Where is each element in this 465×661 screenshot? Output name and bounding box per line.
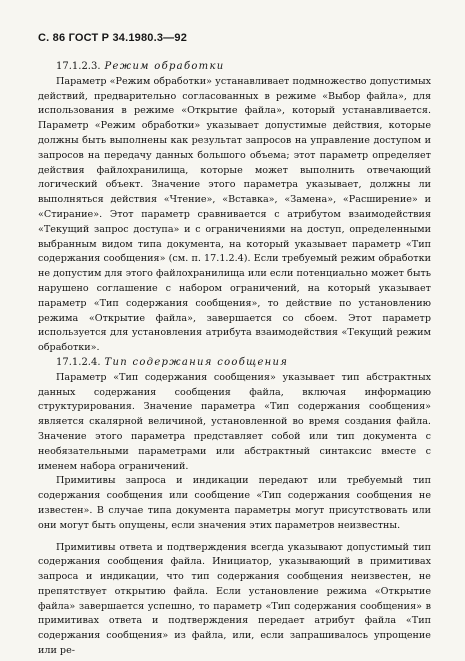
paragraph-gap [38,534,431,541]
section-heading-17-1-2-3 [56,60,431,75]
section-number: 17.1.2.3. [56,61,101,72]
page-number: С. 86 [38,32,66,44]
paragraph: Примитивы запроса и индикации передают или требуемый тип содержания сообщения или сообщение «Тип содержания сообщения не известен». В случае типа документа параметры могут присутствовать или они могут быть опущены, если значения этих параметров неизвестны. [38,475,431,531]
paragraph: Параметр «Тип содержания сообщения» указывает тип абстрактных данных содержания сообщения файла, включая информацию структурирования. Значение параметра «Тип содержания сообщения» является скалярной величиной, установленной во время создания файла. Значение этого параметра представляет собой или тип документа с необязательными параметрами или абстрактный синтаксис вместе с именем набора ограничений. [38,371,431,472]
page-header [38,32,431,44]
section-title: Режим обработки [104,61,225,72]
section-title: Тип содержания сообщения [104,356,289,368]
section-number: 17.1.2.4. [56,356,101,368]
standard-designation: ГОСТ Р 34.1980.3—92 [68,32,188,44]
paragraph: Примитивы ответа и подтверждения всегда указывают допустимый тип содержания сообщения файла. Инициатор, указывающий в примитивах запроса и индикации, что тип содержания сообщения неизвестен, не препятствует открытию файла. Если установление режима «Открытие файла» завершается успешно, то параметр «Тип содержания сообщения» в примитивах ответа и подтверждения передает атрибут файла «Тип содержания сообщения» из файла, или, если запрашивалось упрощение или ре- [38,541,431,657]
section-heading-17-1-2-4 [56,356,431,371]
paragraph: Параметр «Режим обработки» устанавливает подмножество допустимых действий, предварительно согласованных в режиме «Выбор файла», для использования в режиме «Открытие файла», который устанавливается. Параметр «Режим обработки» указывает допустимые действия, которые должны быть выполнены как результат запросов на управление доступом и запросов на передачу данных большого объема; этот параметр определяет действия файлохранилища, которые может выполнить отвечающий логический объект. Значение этого параметра указывает, должны ли выполняться действия «Чтение», «Вставка», «Замена», «Расширение» и «Стирание». Этот параметр сравнивается с атрибутом взаимодействия «Текущий запрос доступа» и с ограничениями на доступ, определенными выбранным видом типа документа, на который указывает параметр «Тип содержания сообщения» (см. п. 17.1.2.4). Если требуемый режим обработки не допустим для этого файлохранилища или если потенциально может быть нарушено соглашение с набором ограничений, на который указывает параметр «Тип содержания сообщения», то действие по установлению режима «Открытие файла», завершается со сбоем. Этот параметр используется для установления атрибута взаимодействия «Текущий режим обработки». [38,75,431,354]
